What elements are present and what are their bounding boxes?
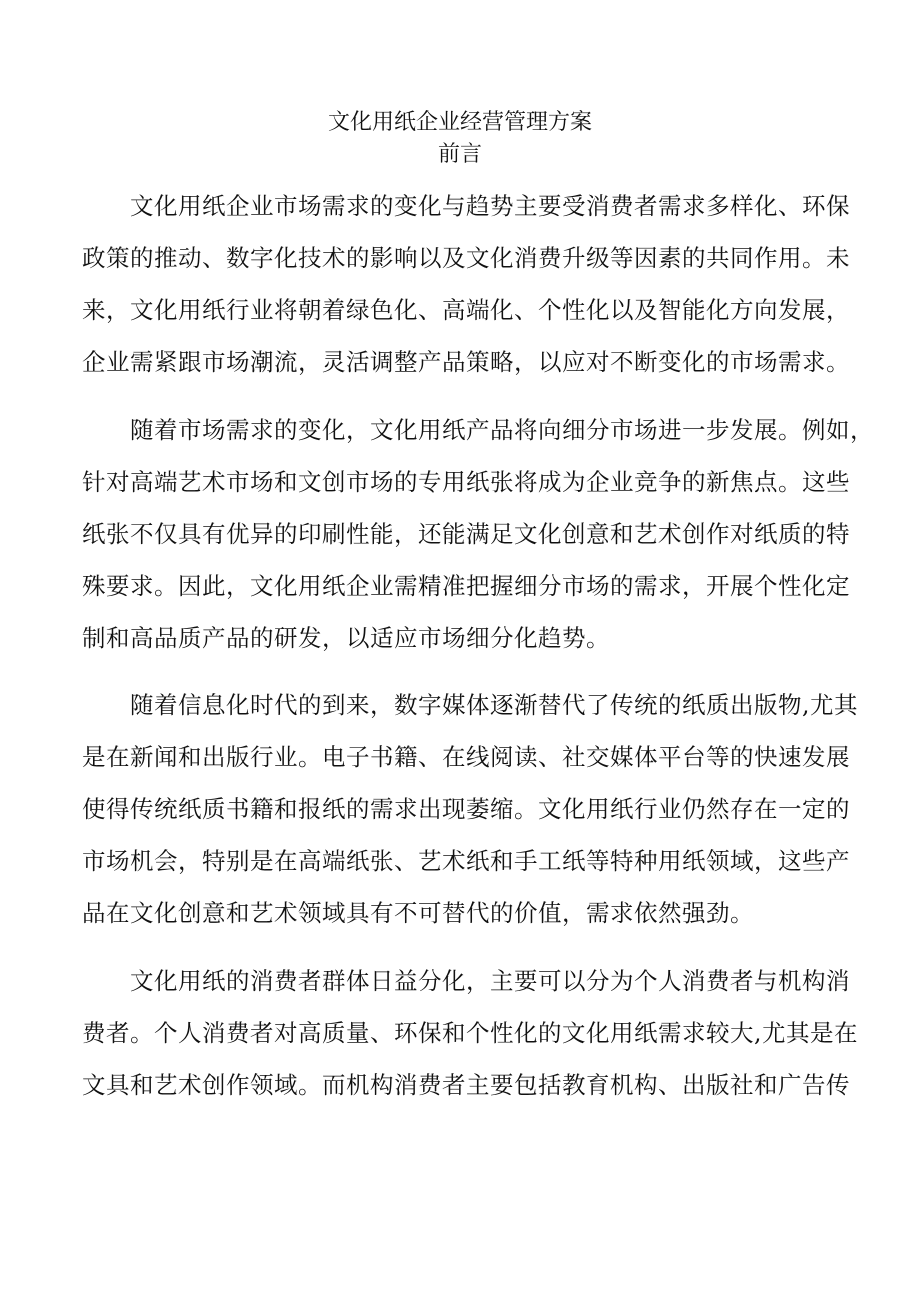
paragraph-line: 文化用纸企业市场需求的变化与趋势主要受消费者需求多样化、环保: [130, 192, 850, 220]
paragraph-line: 费者。个人消费者对高质量、环保和个性化的文化用纸需求较大,尤其是在: [82, 1019, 858, 1047]
paragraph-line: 文化用纸的消费者群体日益分化，主要可以分为个人消费者与机构消: [130, 967, 850, 995]
paragraph-2: [82, 404, 874, 664]
paragraph-line: 随着市场需求的变化，文化用纸产品将向细分市场进一步发展。例如，: [130, 416, 874, 444]
paragraph-line: 针对高端艺术市场和文创市场的专用纸张将成为企业竞争的新焦点。这些: [82, 468, 850, 496]
paragraph-line: 使得传统纸质书籍和报纸的需求出现萎缩。文化用纸行业仍然存在一定的: [82, 795, 850, 823]
paragraph-line: 品在文化创意和艺术领域具有不可替代的价值，需求依然强劲。: [82, 899, 754, 927]
paragraph-line: 是在新闻和出版行业。电子书籍、在线阅读、社交媒体平台等的快速发展: [82, 743, 850, 771]
paragraph-line: 制和高品质产品的研发，以适应市场细分化趋势。: [82, 624, 610, 652]
paragraph-line: 政策的推动、数字化技术的影响以及文化消费升级等因素的共同作用。未: [82, 244, 850, 272]
paragraph-line: 殊要求。因此，文化用纸企业需精准把握细分市场的需求，开展个性化定: [82, 572, 850, 600]
paragraph-line: 文具和艺术创作领域。而机构消费者主要包括教育机构、出版社和广告传: [82, 1071, 850, 1099]
paragraph-line: 市场机会，特别是在高端纸张、艺术纸和手工纸等特种用纸领域，这些产: [82, 847, 850, 875]
paragraph-4: [82, 955, 858, 1111]
paragraph-line: 随着信息化时代的到来，数字媒体逐渐替代了传统的纸质出版物,尤其: [130, 691, 858, 719]
document-subtitle: 前言: [437, 142, 482, 167]
paragraph-line: 纸张不仅具有优异的印刷性能，还能满足文化创意和艺术创作对纸质的特: [82, 520, 850, 548]
paragraph-line: 企业需紧跟市场潮流，灵活调整产品策略，以应对不断变化的市场需求。: [82, 348, 850, 376]
paragraph-3: [82, 679, 858, 939]
document-title: 文化用纸企业经营管理方案: [327, 110, 592, 135]
paragraph-line: 来，文化用纸行业将朝着绿色化、高端化、个性化以及智能化方向发展，: [82, 296, 850, 324]
paragraph-1: [82, 180, 850, 388]
